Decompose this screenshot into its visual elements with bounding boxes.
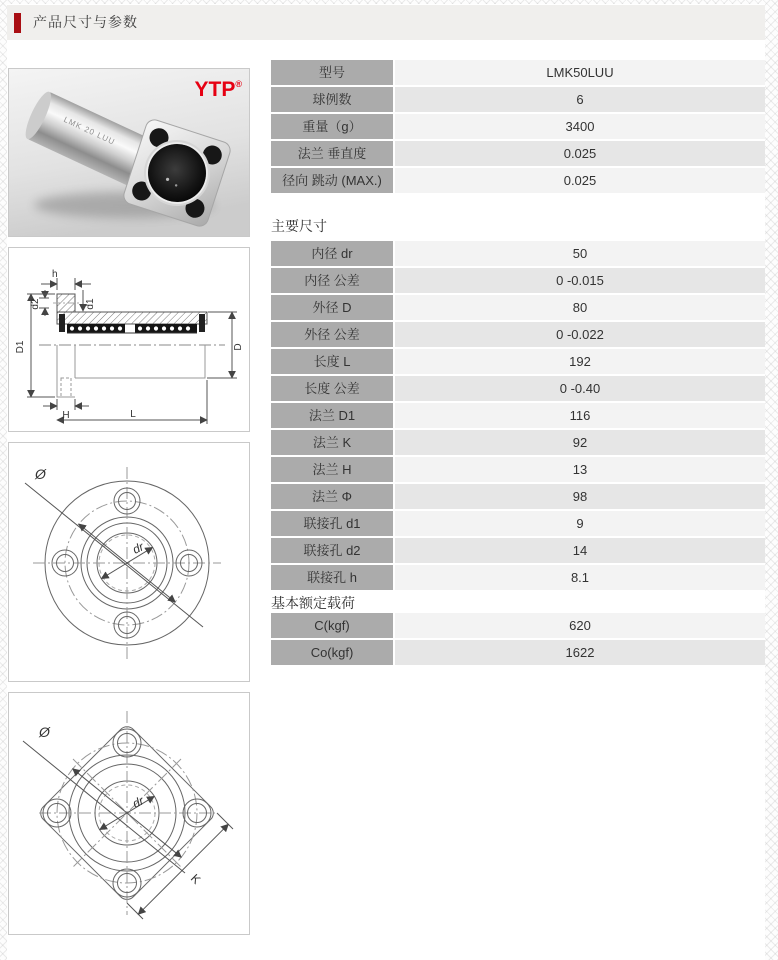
- spec-label: 长度 公差: [271, 376, 393, 401]
- spec-label: 联接孔 h: [271, 565, 393, 590]
- side-section-drawing-box: [8, 247, 250, 432]
- spec-label: 内径 dr: [271, 241, 393, 266]
- table-row: [271, 403, 765, 428]
- table-row: [271, 322, 765, 347]
- spec-value: 3400: [395, 114, 765, 139]
- product-photo: [9, 69, 249, 236]
- spec-label: 法兰 D1: [271, 403, 393, 428]
- dim-label-d1: d1: [85, 298, 96, 310]
- spec-value: 80: [395, 295, 765, 320]
- page-title: 产品尺寸与参数: [33, 14, 138, 30]
- spec-label: 型号: [271, 60, 393, 85]
- spec-value: 98: [395, 484, 765, 509]
- spec-value: 192: [395, 349, 765, 374]
- table-row: [271, 376, 765, 401]
- spec-label: 长度 L: [271, 349, 393, 374]
- table-row: [271, 538, 765, 563]
- square-flange-drawing-box: [8, 692, 250, 935]
- table-row: [271, 114, 765, 139]
- table-row: [271, 141, 765, 166]
- spec-label: 重量（g）: [271, 114, 393, 139]
- spec-label: 联接孔 d1: [271, 511, 393, 536]
- dim-label-dr: dr: [130, 539, 146, 557]
- dim-label-h: h: [52, 269, 58, 280]
- spec-value: 50: [395, 241, 765, 266]
- dim-label-diameter: Ø: [35, 466, 46, 482]
- spec-value: 6: [395, 87, 765, 112]
- spec-value: 13: [395, 457, 765, 482]
- spec-value: 0 -0.015: [395, 268, 765, 293]
- spec-value: 0.025: [395, 141, 765, 166]
- section-title-main-dimensions: 主要尺寸: [271, 218, 327, 234]
- table-row: [271, 295, 765, 320]
- dim-label-K: K: [187, 871, 204, 887]
- ball-rows: [67, 324, 197, 333]
- spec-value: 0.025: [395, 168, 765, 193]
- spec-value: 0 -0.40: [395, 376, 765, 401]
- spec-label: 法兰 Φ: [271, 484, 393, 509]
- table-row: [271, 241, 765, 266]
- spec-value: 116: [395, 403, 765, 428]
- round-flange-drawing: [9, 443, 249, 681]
- table-row: [271, 268, 765, 293]
- dim-label-d2: d2: [30, 298, 41, 310]
- spec-label: C(kgf): [271, 613, 393, 638]
- red-accent-bar: [14, 13, 21, 33]
- engraving-text: LMK 20 LUU: [62, 115, 117, 147]
- table-row: [271, 511, 765, 536]
- spec-label: 联接孔 d2: [271, 538, 393, 563]
- spec-label: 法兰 K: [271, 430, 393, 455]
- table-row: [271, 565, 765, 590]
- spec-value: 14: [395, 538, 765, 563]
- spec-value: 9: [395, 511, 765, 536]
- ytp-logo: YTP®: [194, 78, 242, 101]
- table-row: [271, 168, 765, 193]
- spec-label: 径向 跳动 (MAX.): [271, 168, 393, 193]
- table-row: [271, 430, 765, 455]
- table-row: [271, 613, 765, 638]
- dim-label-H: H: [62, 410, 70, 421]
- spec-value: 8.1: [395, 565, 765, 590]
- spec-label: 法兰 垂直度: [271, 141, 393, 166]
- spec-value: LMK50LUU: [395, 60, 765, 85]
- spec-label: 法兰 H: [271, 457, 393, 482]
- table-row: [271, 484, 765, 509]
- spec-label: 外径 D: [271, 295, 393, 320]
- table-row: [271, 349, 765, 374]
- spec-label: Co(kgf): [271, 640, 393, 665]
- table-row: [271, 457, 765, 482]
- dim-label-diameter: Ø: [39, 724, 50, 740]
- side-section-drawing: [9, 248, 249, 431]
- spec-label: 外径 公差: [271, 322, 393, 347]
- spec-label: 内径 公差: [271, 268, 393, 293]
- spec-value: 92: [395, 430, 765, 455]
- dim-label-dr: dr: [130, 793, 146, 811]
- round-flange-drawing-box: [8, 442, 250, 682]
- section-header: [7, 5, 765, 40]
- square-flange-drawing: [9, 693, 249, 934]
- table-row: [271, 87, 765, 112]
- spec-value: 1622: [395, 640, 765, 665]
- spec-label: 球例数: [271, 87, 393, 112]
- spec-value: 0 -0.022: [395, 322, 765, 347]
- dim-label-L: L: [130, 409, 136, 420]
- product-photo-box: [8, 68, 250, 237]
- table-row: [271, 640, 765, 665]
- dim-label-D1: D1: [15, 340, 26, 354]
- spec-value: 620: [395, 613, 765, 638]
- table-row: [271, 60, 765, 85]
- dim-label-D: D: [233, 343, 244, 351]
- section-title-load-ratings: 基本额定载荷: [271, 595, 355, 611]
